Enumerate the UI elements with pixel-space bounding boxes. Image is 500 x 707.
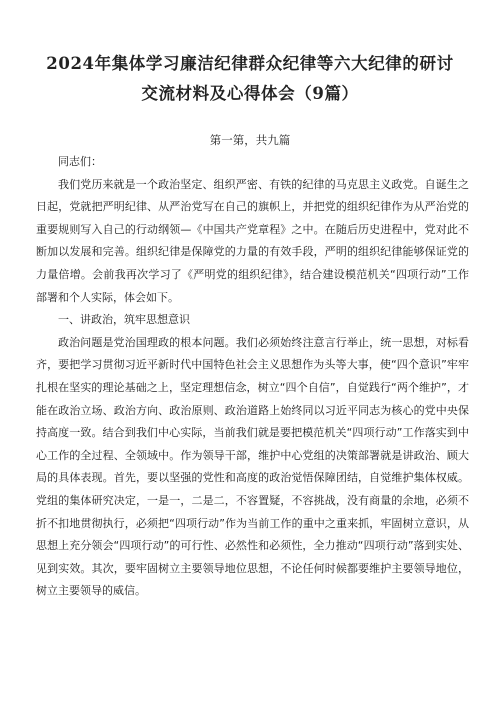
body-paragraph: 政治问题是党治国理政的根本问题。我们必须始终注意言行举止，统一思想，对标看齐，要把学习贯彻习近平新时代中国特色社会主义思想作为头等大事，使“四个意识”牢牢扎根在坚实的理论基础之上，坚定理想信念，树立“四个自信”，自觉践行“两个维护”，才能在政治立场、政治方向、政治原则、政治道路上始终同以习近平同志为核心的党中央保持高度一致。结合到我们中心实际，当前我们就是要把模范机关“四项行动”工作落实到中心工作的全过程、全领域中。作为领导干部，维护中心党组的决策部署就是讲政治、顾大局的具体表现。首先，要以坚强的党性和高度的政治觉悟保障团结，自觉维护集体权威。党组的集体研究决定，一是一，二是二，不容置疑，不容挑战，没有商量的余地，必须不折不扣地贯彻执行，必须把“四项行动”作为当前工作的重中之重来抓，牢固树立意识，从思想上充分领会“四项行动”的可行性、必然性和必须性，全力推动“四项行动”落到实处、见到实效。其次，要牢固树立主要领导地位思想，不论任何时候都要维护主要领导地位，树立主要领导的威信。: [36, 335, 469, 598]
document-title-line-1: 2024年集体学习廉洁纪律群众纪律等六大纪律的研讨: [46, 54, 454, 73]
body-paragraph: 我们党历来就是一个政治坚定、组织严密、有铁的纪律的马克思主义政党。自诞生之日起，党就把严明纪律、从严治党写在自己的旗帜上，并把党的组织纪律作为从严治党的重要规则写入自己的行动纲领—《中国共产党章程》之中。在随后历史进程中，党对此不断加以发展和完善。组织纪律是保障党的力量的有效手段，严明的组织纪律能够保证党的力量倍增。会前我再次学习了《严明党的组织纪律》，结合建设模范机关“四项行动”工作部署和个人实际，体会如下。: [36, 177, 469, 304]
document-title-line-2: 交流材料及心得体会（9篇）: [141, 84, 359, 103]
greeting-line: 同志们：: [58, 155, 102, 168]
section-subtitle: 第一第，共九篇: [209, 133, 291, 147]
section-heading: 一、讲政治，筑牢思想意识: [58, 313, 190, 327]
document-body: [36, 151, 469, 603]
